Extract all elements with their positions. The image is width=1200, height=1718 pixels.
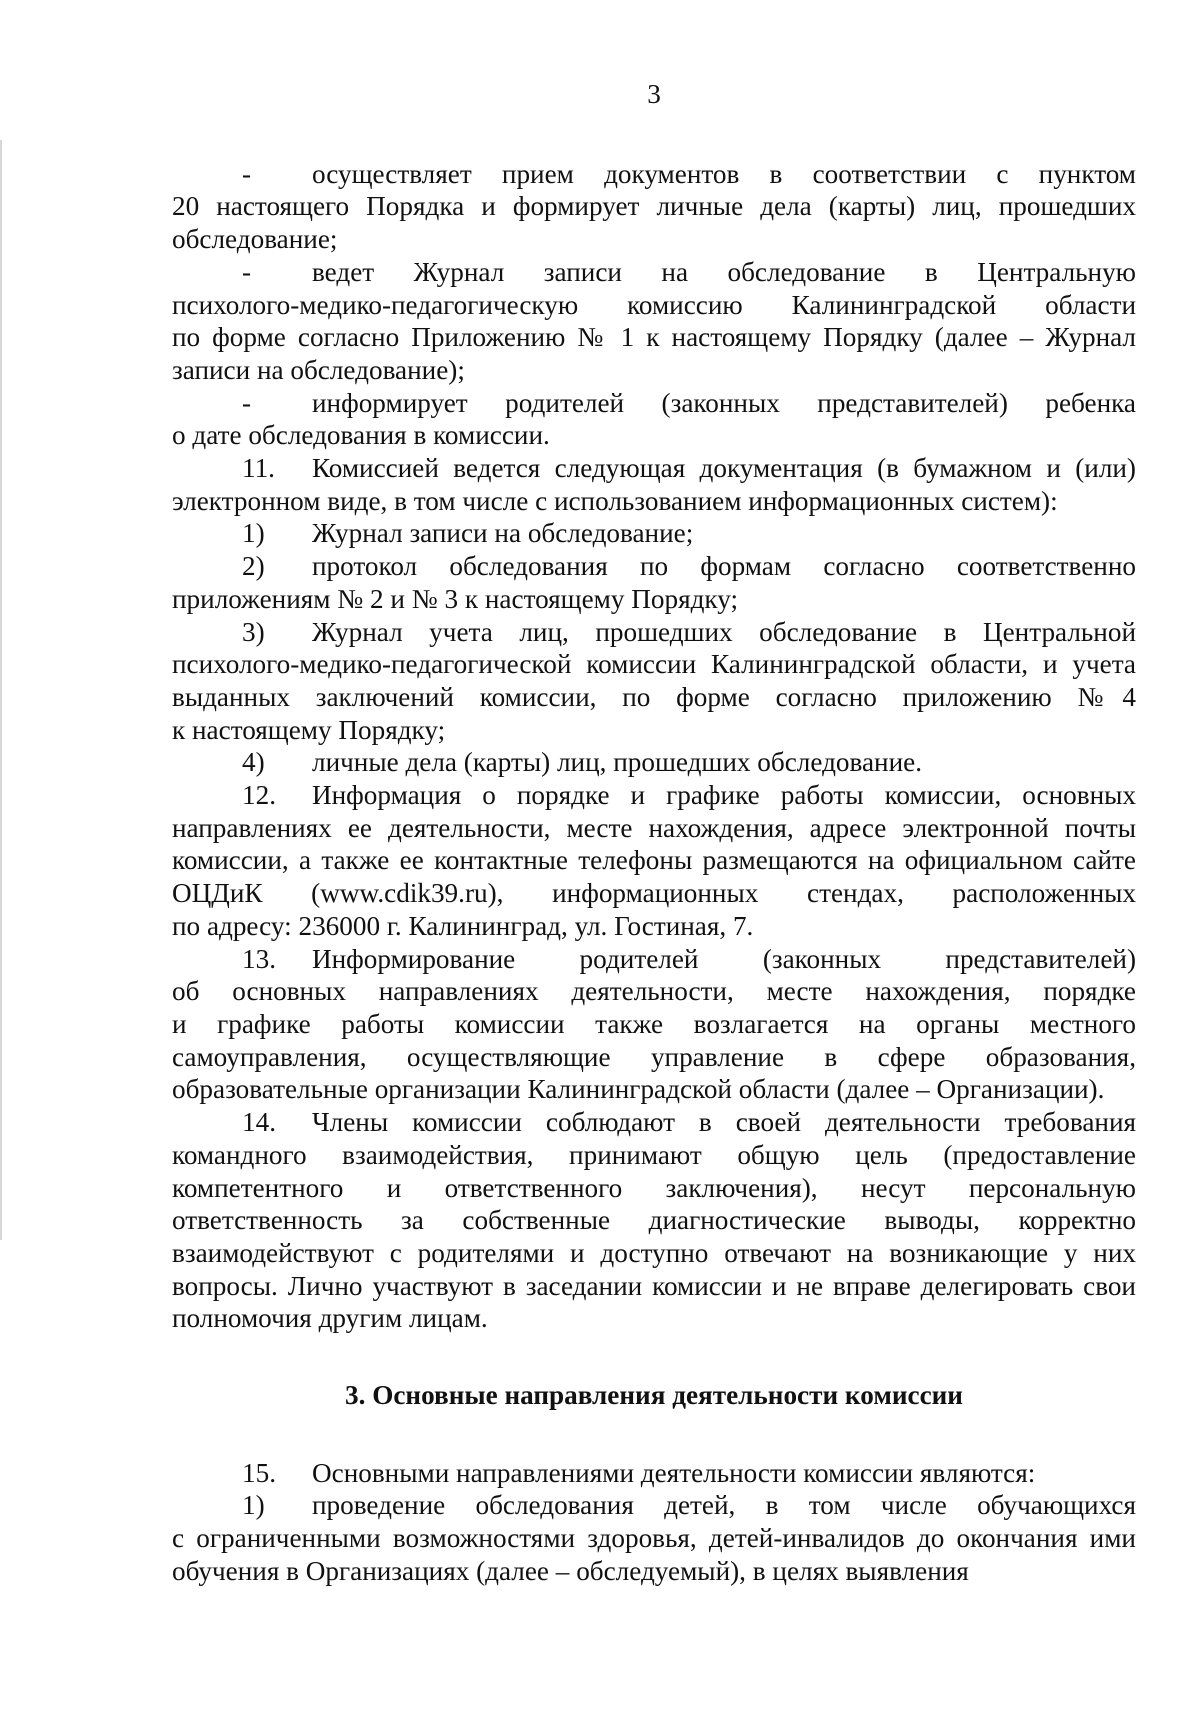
- line-text: по адресу: 236000 г. Калининград, ул. Гостиная, 7.: [172, 910, 754, 941]
- text-line: [172, 648, 1136, 681]
- text-line: [172, 387, 1136, 420]
- item-marker: 4): [242, 747, 265, 778]
- line-text: вопросы. Лично участвуют в заседании комиссии и не вправе делегировать свои: [172, 1270, 1136, 1301]
- item-marker: 14.: [242, 1107, 276, 1138]
- line-text: с ограниченными возможностями здоровья, детей-инвалидов до окончания ими: [172, 1523, 1136, 1554]
- text-line: [172, 779, 1136, 812]
- line-text: информирует родителей (законных представителей) ребенка: [312, 387, 1136, 418]
- text-line: [172, 910, 1136, 943]
- line-text: обучения в Организациях (далее – обследуемый), в целях выявления: [172, 1555, 969, 1586]
- item-marker: -: [242, 256, 252, 287]
- text-line: [172, 1302, 1136, 1335]
- text-line: [172, 1555, 1136, 1588]
- text-line: [172, 1073, 1136, 1106]
- text-line: [172, 812, 1136, 845]
- text-line: [172, 583, 1136, 616]
- line-text: Информация о порядке и графике работы комиссии, основных: [312, 780, 1136, 811]
- text-line: [172, 452, 1136, 485]
- item-marker: 2): [242, 551, 265, 582]
- text-line: [172, 1139, 1136, 1172]
- text-line: [172, 256, 1136, 289]
- item-marker: 12.: [242, 780, 276, 811]
- line-text: выданных заключений комиссии, по форме согласно приложению №4: [172, 681, 1136, 712]
- line-text: 20 настоящего Порядка и формирует личные дела (карты) лиц, прошедших: [172, 191, 1136, 222]
- text-line: [172, 419, 1136, 452]
- text-line: [172, 354, 1136, 387]
- line-text: личные дела (карты) лиц, прошедших обследование.: [312, 747, 923, 778]
- line-text: электронном виде, в том числе с использованием информационных систем):: [172, 485, 1058, 516]
- section-heading: 3. Основные направления деятельности комиссии: [345, 1380, 963, 1411]
- text-line: [172, 681, 1136, 714]
- line-text: психолого-медико-педагогической комиссии Калининградской области, и учета: [172, 649, 1136, 680]
- text-line: [172, 1106, 1136, 1139]
- text-line: [172, 190, 1136, 223]
- line-text: Журнал записи на обследование;: [312, 518, 694, 549]
- text-line: [172, 517, 1136, 550]
- text-line: [172, 1008, 1136, 1041]
- line-text: компетентного и ответственного заключения), несут персональную: [172, 1172, 1136, 1203]
- text-line: [172, 1457, 1136, 1490]
- text-line: [172, 289, 1136, 322]
- text-line: [172, 1041, 1136, 1074]
- document-body-part-2: [172, 1457, 1136, 1588]
- line-text: Комиссией ведется следующая документация (в бумажном и (или): [312, 453, 1136, 484]
- text-line: [172, 1204, 1136, 1237]
- text-line: [172, 943, 1136, 976]
- text-line: [172, 321, 1136, 354]
- text-line: [172, 877, 1136, 910]
- line-text: психолого-медико-педагогическую комиссию Калининградской области: [172, 289, 1136, 320]
- line-text: проведение обследования детей, в том числе обучающихся: [312, 1490, 1136, 1521]
- text-line: [172, 616, 1136, 649]
- text-line: [172, 485, 1136, 518]
- line-text: направлениях ее деятельности, месте нахождения, адресе электронной почты: [172, 812, 1136, 843]
- item-marker: 3): [242, 616, 265, 647]
- line-text: образовательные организации Калининградской области (далее – Организации).: [172, 1074, 1105, 1105]
- document-page: [172, 78, 1136, 1588]
- text-line: [172, 1522, 1136, 1555]
- item-marker: -: [242, 387, 252, 418]
- item-marker: 13.: [242, 943, 276, 974]
- line-text: о дате обследования в комиссии.: [172, 420, 550, 451]
- line-text: командного взаимодействия, принимают общую цель (предоставление: [172, 1139, 1136, 1170]
- text-line: [172, 223, 1136, 256]
- item-marker: 1): [242, 518, 265, 549]
- line-text: взаимодействуют с родителями и доступно отвечают на возникающие у них: [172, 1237, 1136, 1268]
- text-line: [172, 746, 1136, 779]
- line-text: Журнал учета лиц, прошедших обследование в Центральной: [312, 616, 1136, 647]
- page-number: 3: [647, 79, 661, 109]
- text-line: [172, 714, 1136, 747]
- line-text: протокол обследования по формам согласно соответственно: [312, 551, 1136, 582]
- text-line: [172, 1489, 1136, 1522]
- line-text: записи на обследование);: [172, 354, 465, 385]
- text-line: [172, 158, 1136, 191]
- line-text: Информирование родителей (законных представителей): [312, 943, 1136, 974]
- text-line: [172, 1172, 1136, 1205]
- item-marker: 1): [242, 1490, 265, 1521]
- line-text: и графике работы комиссии также возлагается на органы местного: [172, 1008, 1136, 1039]
- line-text: самоуправления, осуществляющие управление в сфере образования,: [172, 1041, 1136, 1072]
- line-text: ответственность за собственные диагностические выводы, корректно: [172, 1205, 1136, 1236]
- line-text: по форме согласно Приложению № 1 к настоящему Порядку (далее – Журнал: [172, 322, 1136, 353]
- line-text: к настоящему Порядку;: [172, 714, 446, 745]
- item-marker: -: [242, 158, 252, 189]
- line-text: Основными направлениями деятельности комиссии являются:: [312, 1457, 1036, 1488]
- line-text: приложениям № 2 и № 3 к настоящему Порядку;: [172, 583, 739, 614]
- line-text: полномочия другим лицам.: [172, 1303, 488, 1334]
- line-text: ведет Журнал записи на обследование в Центральную: [312, 256, 1136, 287]
- scan-edge-line: [0, 140, 2, 1240]
- item-marker: 15.: [242, 1457, 276, 1488]
- text-line: [172, 1270, 1136, 1303]
- line-text: Члены комиссии соблюдают в своей деятельности требования: [312, 1107, 1136, 1138]
- line-text: осуществляет прием документов в соответствии с пунктом: [312, 158, 1136, 189]
- text-line: [172, 975, 1136, 1008]
- text-line: [172, 550, 1136, 583]
- item-marker: 11.: [242, 453, 275, 484]
- text-line: [172, 844, 1136, 877]
- line-text: об основных направлениях деятельности, месте нахождения, порядке: [172, 976, 1136, 1007]
- document-body-part-1: [172, 158, 1136, 1335]
- line-text: ОЦДиК (www.cdik39.ru), информационных стендах, расположенных: [172, 878, 1136, 909]
- line-text: обследование;: [172, 224, 338, 255]
- text-line: [172, 1237, 1136, 1270]
- line-text: комиссии, а также ее контактные телефоны размещаются на официальном сайте: [172, 845, 1136, 876]
